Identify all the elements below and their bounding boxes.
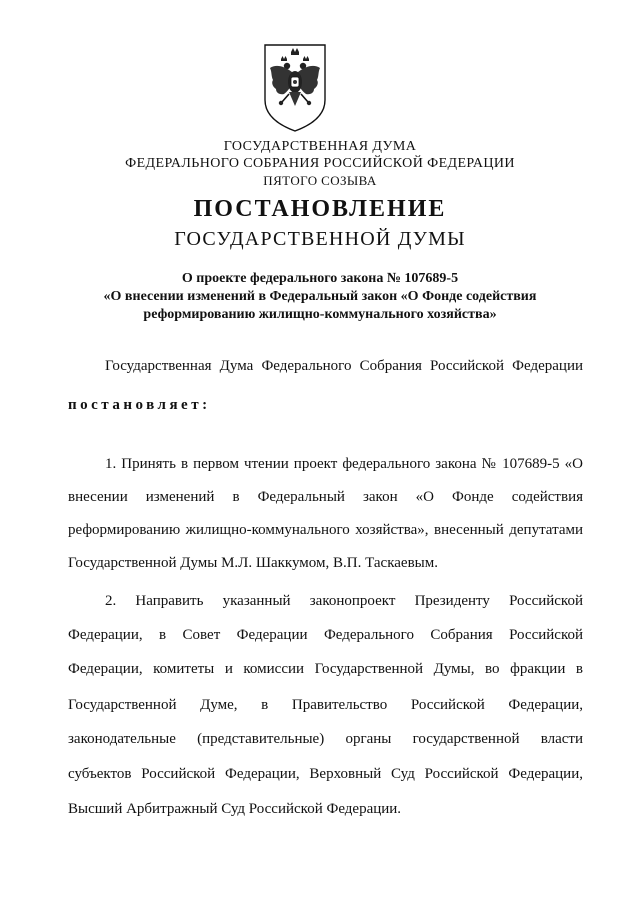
subject-line2: «О внесении изменений в Федеральный закон «О Фонде содействия: [103, 289, 537, 304]
item2-line3: Федерации, комитеты и комиссии Государственной Думы, во фракции в: [68, 661, 583, 677]
item1-line4: Государственной Думы М.Л. Шаккумом, В.П. Таскаевым.: [68, 555, 438, 571]
item2-line7: Высший Арбитражный Суд Российской Федерации.: [68, 801, 402, 817]
item2-line4: Государственной Думе, в Правительство Российской Федерации,: [68, 697, 583, 713]
org-name-line1: ГОСУДАРСТВЕННАЯ ДУМА: [223, 139, 417, 154]
subject-line1: О проекте федерального закона № 107689-5: [181, 271, 459, 286]
document-subtitle: ГОСУДАРСТВЕННОЙ ДУМЫ: [174, 228, 466, 250]
item2-line6: субъектов Российской Федерации, Верховный Суд Российской Федерации,: [68, 766, 583, 782]
document-title: ПОСТАНОВЛЕНИЕ: [193, 196, 447, 222]
item2-line1: 2. Направить указанный законопроект Президенту Российской: [105, 593, 583, 609]
coat-of-arms-icon: [262, 42, 328, 134]
convocation-line: ПЯТОГО СОЗЫВА: [263, 173, 377, 188]
item1-line1: 1. Принять в первом чтении проект федерального закона № 107689-5 «О: [105, 456, 583, 472]
item2-line2: Федерации, в Совет Федерации Федерального Собрания Российской: [68, 627, 583, 643]
preamble-text: Государственная Дума Федерального Собрания Российской Федерации: [105, 358, 583, 374]
decree-word: постановляет:: [68, 397, 211, 413]
item1-line2: внесении изменений в Федеральный закон «О Фонде содействия: [68, 489, 583, 505]
item1-line3: реформированию жилищно-коммунального хозяйства», внесенный депутатами: [68, 522, 583, 538]
item2-line5: законодательные (представительные) органы государственной власти: [68, 731, 583, 747]
org-name-line2: ФЕДЕРАЛЬНОГО СОБРАНИЯ РОССИЙСКОЙ ФЕДЕРАЦИИ: [125, 156, 515, 171]
subject-line3: реформированию жилищно-коммунального хозяйства»: [143, 307, 497, 322]
